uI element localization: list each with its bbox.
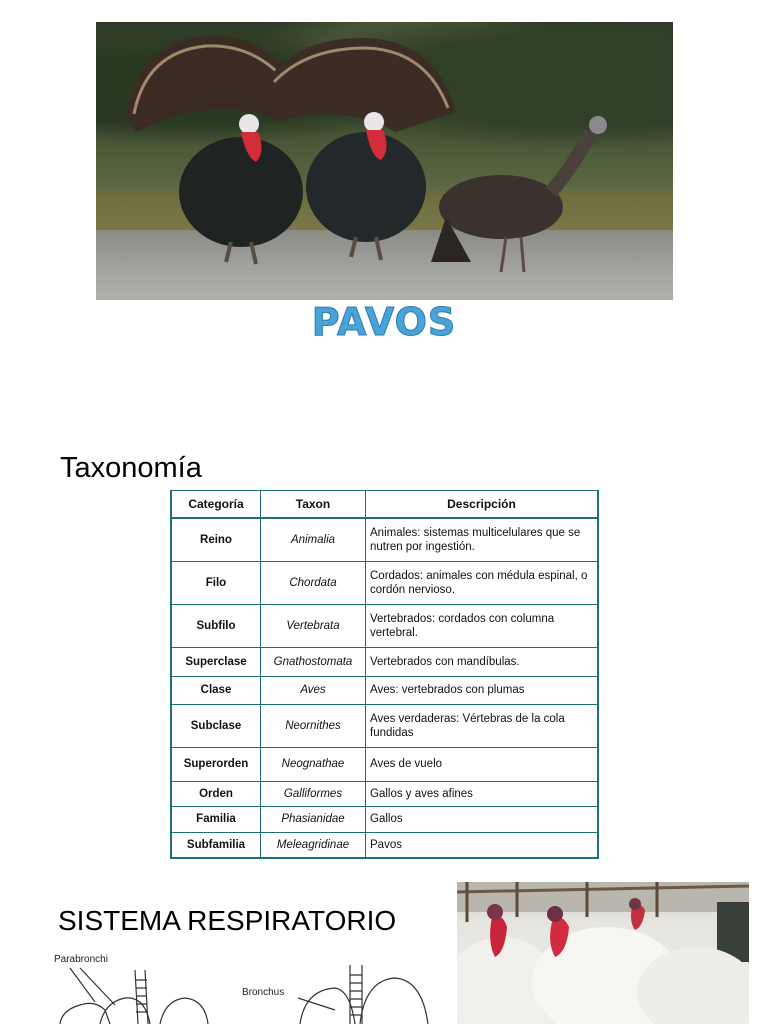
column-header-taxon: Taxon bbox=[261, 491, 366, 519]
table-cell-taxon: Neognathae bbox=[261, 747, 366, 781]
bronchus-label: Bronchus bbox=[242, 987, 285, 998]
table-header-row bbox=[171, 491, 598, 519]
table-cell-categoria: Clase bbox=[171, 676, 261, 704]
table-cell-taxon: Vertebrata bbox=[261, 604, 366, 647]
table-cell-categoria: Reino bbox=[171, 518, 261, 561]
column-header-descripcion: Descripción bbox=[366, 491, 599, 519]
column-header-categoria: Categoría bbox=[171, 491, 261, 519]
table-row bbox=[171, 604, 598, 647]
table-cell-taxon: Aves bbox=[261, 676, 366, 704]
table-cell-categoria: Superclase bbox=[171, 647, 261, 676]
page-title: PAVOS bbox=[311, 300, 457, 344]
taxonomy-table bbox=[170, 490, 599, 859]
taxonomy-heading: Taxonomía bbox=[60, 452, 202, 484]
table-cell-descripcion: Cordados: animales con médula espinal, o cordón nervioso. bbox=[366, 561, 599, 604]
table-cell-categoria: Orden bbox=[171, 781, 261, 806]
table-cell-taxon: Phasianidae bbox=[261, 806, 366, 832]
table-cell-taxon: Animalia bbox=[261, 518, 366, 561]
farm-turkeys-photo bbox=[457, 882, 749, 1024]
table-row bbox=[171, 676, 598, 704]
table-cell-descripcion: Pavos bbox=[366, 832, 599, 858]
table-cell-taxon: Meleagridinae bbox=[261, 832, 366, 858]
table-cell-taxon: Chordata bbox=[261, 561, 366, 604]
table-cell-categoria: Familia bbox=[171, 806, 261, 832]
table-cell-descripcion: Gallos y aves afines bbox=[366, 781, 599, 806]
table-row bbox=[171, 781, 598, 806]
table-row bbox=[171, 747, 598, 781]
table-cell-taxon: Galliformes bbox=[261, 781, 366, 806]
table-cell-descripcion: Aves verdaderas: Vértebras de la cola fundidas bbox=[366, 704, 599, 747]
table-cell-categoria: Filo bbox=[171, 561, 261, 604]
table-row bbox=[171, 647, 598, 676]
parabronchi-label: Parabronchi bbox=[54, 954, 108, 965]
table-cell-categoria: Subclase bbox=[171, 704, 261, 747]
table-cell-taxon: Neornithes bbox=[261, 704, 366, 747]
wild-turkeys-photo bbox=[96, 22, 673, 300]
table-cell-descripcion: Aves de vuelo bbox=[366, 747, 599, 781]
table-cell-categoria: Subfamilia bbox=[171, 832, 261, 858]
respiratory-heading: SISTEMA RESPIRATORIO bbox=[58, 905, 397, 936]
table-cell-descripcion: Animales: sistemas multicelulares que se nutren por ingestión. bbox=[366, 518, 599, 561]
table-row bbox=[171, 832, 598, 858]
respiratory-diagram bbox=[50, 950, 435, 1024]
table-row bbox=[171, 561, 598, 604]
table-cell-categoria: Superorden bbox=[171, 747, 261, 781]
table-row bbox=[171, 518, 598, 561]
table-row bbox=[171, 704, 598, 747]
table-row bbox=[171, 806, 598, 832]
table-cell-descripcion: Vertebrados: cordados con columna vertebral. bbox=[366, 604, 599, 647]
table-cell-taxon: Gnathostomata bbox=[261, 647, 366, 676]
table-cell-descripcion: Vertebrados con mandíbulas. bbox=[366, 647, 599, 676]
table-cell-descripcion: Gallos bbox=[366, 806, 599, 832]
table-cell-categoria: Subfilo bbox=[171, 604, 261, 647]
table-cell-descripcion: Aves: vertebrados con plumas bbox=[366, 676, 599, 704]
